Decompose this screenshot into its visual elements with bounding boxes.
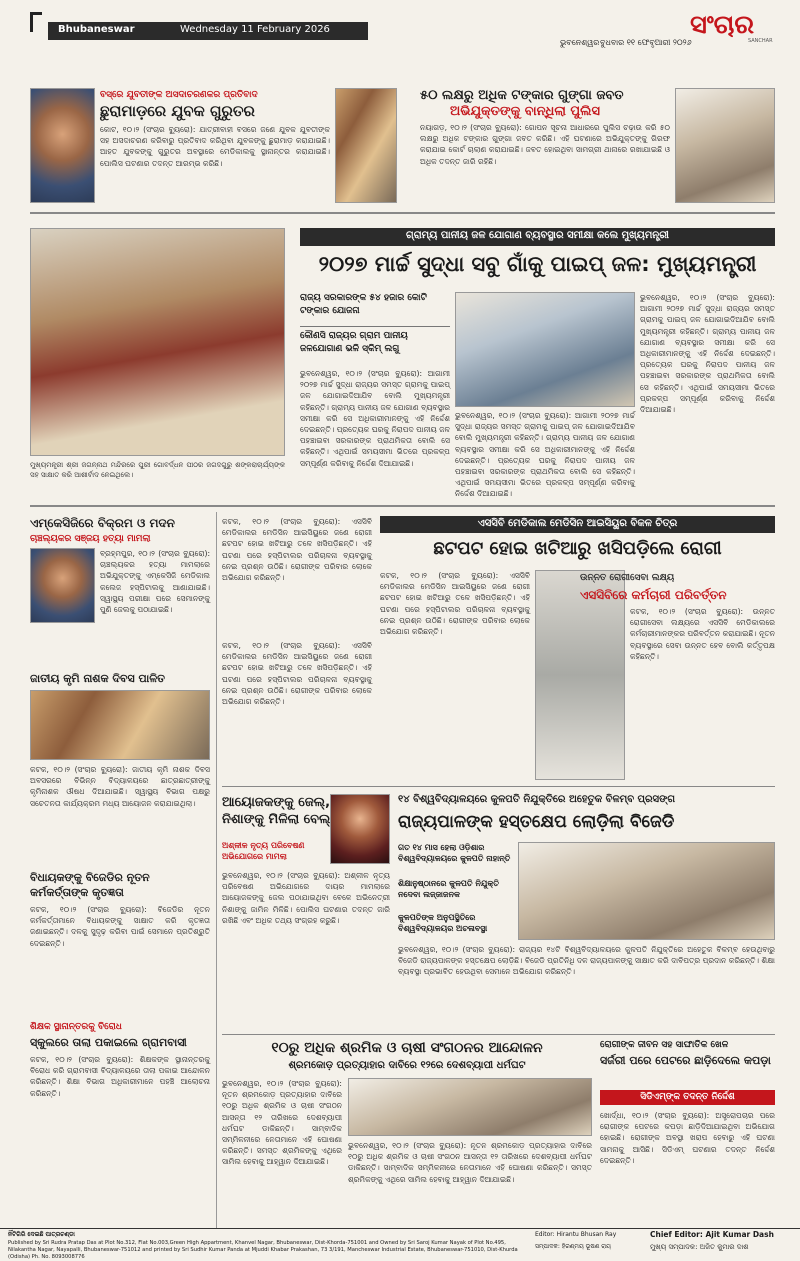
cm-kicker: ଗ୍ରାମ୍ୟ ପାନୀୟ ଜଳ ଯୋଗାଣ ବ୍ୟବସ୍ଥାର ସମୀକ୍ଷା କଲେ ମୁଖ୍ୟମନ୍ତ୍ରୀ — [406, 230, 669, 241]
left-col-rule — [216, 512, 217, 1228]
gov-body: ଭୁବନେଶ୍ୱର, ୧୦।୨ (ସଂଚାର ବ୍ୟୁରୋ): ରାଜ୍ୟର ୧୪ଟି ବିଶ୍ୱବିଦ୍ୟାଳୟରେ କୁଳପତି ନିଯୁକ୍ତିରେ ଅହେତୁକ ବିଳମ୍ବ ହେଉଥିବାରୁ ବିଜେଡି ରାଜ୍ୟପାଳଙ୍କ ହସ୍ତକ୍ଷେପ ଲୋଡ଼ିଛି। ବିଜେଡି ପ୍ରତିନିଧି ଦଳ ରାଜ୍ୟପାଳଙ୍କୁ ସାକ୍ଷାତ କରି ଦାବିପତ୍ର ପ୍ରଦାନ କରିଛନ୍ତି। ଶିକ୍ଷା ବ୍ୟବସ୍ଥା ପ୍ରଭାବିତ ହେଉଥିବା ସେମାନେ ଅଭିଯୋଗ କରିଛନ୍ତି। — [398, 945, 775, 977]
mla-body: ବ୍ରହ୍ମପୁର, ୧୦।୨ (ସଂଚାର ବ୍ୟୁରୋ): ଚାଞ୍ଚଲ୍ୟକର ହତ୍ୟା ମାମଲାରେ ଅଭିଯୁକ୍ତଙ୍କୁ ଏମ୍‌କେସିଜି ମେଡିକାଲ କଲେଜ ହସ୍ପିଟାଲକୁ ଆଣାଯାଇଛି। ସ୍ୱାସ୍ଥ୍ୟ ପରୀକ୍ଷା ପରେ ସେମାନଙ୍କୁ ପୁଣି ଜେଲକୁ ପଠାଯାଇଛି। — [100, 549, 210, 615]
scb-sub-kicker: ଉନ୍ନତ ରୋଗୀସେବା ଲକ୍ଷ୍ୟ — [580, 573, 675, 583]
mla-headline: ଏମ୍‌କେସିଜିରେ ବିକ୍ରମ ଓ ମଦନ — [30, 516, 175, 530]
photo-cm-temple — [30, 228, 285, 456]
cm-photo-caption: ମୁଖ୍ୟମନ୍ତ୍ରୀ ଶ୍ରୀ ଜଗନ୍ନାଥ ମନ୍ଦିରରେ ପୁରୀ ଗୋବର୍ଦ୍ଧନ ପୀଠର ଜଗଦଗୁରୁ ଶଙ୍କରାଚାର୍ଯ୍ୟଙ୍କ ସହ ସାକ୍ଷାତ କରି ଆଶୀର୍ବାଦ ନେଇଥିଲେ। — [30, 461, 285, 479]
mla-kicker: ଚାଞ୍ଚଲ୍ୟକର ସଞ୍ଜୟ ହତ୍ୟା ମାମଲା — [30, 534, 151, 544]
story-ganja-headline1: ୫୦ ଲକ୍ଷରୁ ଅଧିକ ଟଙ୍କାର ଗୁଙ୍ଗା ଜବତ — [420, 88, 624, 103]
bail-kicker: ଅଶ୍ଳୀଳ ନୃତ୍ୟ ପରିବେଷଣ ଅଭିଯୋଗରେ ମାମଲା — [222, 841, 305, 861]
scb-body-col2: କଟକ, ୧୦।୨ (ସଂଚାର ବ୍ୟୁରୋ): ଏସସିବି ମେଡିକାଲର ମେଡିସିନ ଆଇସିୟୁରେ ଜଣେ ରୋଗୀ ଛଟପଟ ହୋଇ ଖଟିଆରୁ ତଳେ ଖସିପଡ଼ିଛନ୍ତି। ଏହି ଘଟଣା ପରେ ହସ୍ପିଟାଲର ପରିଚାଳନା ବ୍ୟବସ୍ଥାକୁ ନେଇ ପ୍ରଶ୍ନ ଉଠିଛି। ରୋଗୀଙ୍କ ପରିବାର ଲୋକେ ଅଭିଯୋଗ କରିଛନ୍ତି। — [380, 571, 530, 637]
labour-kicker: ଶ୍ରମକୋଡ଼ ପ୍ରତ୍ୟାହାର ଦାବିରେ ୧୨ରେ ଦେଶବ୍ୟାପୀ ଧର୍ମଘଟ — [288, 1060, 526, 1071]
divider-mid — [30, 505, 775, 507]
photo-actress — [330, 794, 390, 864]
footer-chief-editor: Chief Editor: Ajit Kumar Dash — [650, 1230, 774, 1239]
worm-headline: ଜାତୀୟ କୃମି ନାଶକ ଦିବସ ପାଳିତ — [30, 672, 166, 685]
scb-kicker: ଏସସିବି ମେଡିକାଲ ମେଡିସିନ ଆଇସିୟୁର ବିକଳ ଚିତ୍ର — [477, 518, 678, 529]
cm-headline: ୨୦୨୭ ମାର୍ଚ୍ଚ ସୁଦ୍ଧା ସବୁ ଗାଁକୁ ପାଇପ୍ ଜଳ: ମୁଖ୍ୟମନ୍ତ୍ରୀ — [318, 252, 757, 276]
gov-bullet-3: କୁଳପତିଙ୍କ ଅନୁପସ୍ଥିତିରେ ବିଶ୍ୱବିଦ୍ୟାଳୟର ଅଚଳାବସ୍ଥା — [398, 913, 488, 933]
scb-body-col1: କଟକ, ୧୦।୨ (ସଂଚାର ବ୍ୟୁରୋ): ଏସସିବି ମେଡିକାଲର ମେଡିସିନ ଆଇସିୟୁରେ ଜଣେ ରୋଗୀ ଛଟପଟ ହୋଇ ଖଟିଆରୁ ତଳେ ଖସିପଡ଼ିଛନ୍ତି। ଏହି ଘଟଣା ପରେ ହସ୍ପିଟାଲର ପରିଚାଳନା ବ୍ୟବସ୍ଥାକୁ ନେଇ ପ୍ରଶ୍ନ ଉଠିଛି। ରୋଗୀଙ୍କ ପରିବାର ଲୋକେ ଅଭିଯୋଗ କରିଛନ୍ତି। — [222, 517, 372, 583]
scb-headline: ଛଟପଟ ହୋଇ ଖଟିଆରୁ ଖସିପଡ଼ିଲେ ରୋଗୀ — [433, 538, 722, 559]
bail-headline: ଆୟୋଜକଙ୍କୁ ଜେଲ୍, ନିଶାଙ୍କୁ ମିଳିଲା ବେଲ୍ — [222, 795, 331, 827]
footer-rule — [0, 1228, 800, 1229]
gov-bullet-1: ଗତ ୧୪ ମାସ ହେଲା ଓଡ଼ିଶାର ବିଶ୍ୱବିଦ୍ୟାଳୟରେ କୁଳପତି ନାହାନ୍ତି — [398, 843, 511, 863]
masthead-logo: ସଂଚାର — [690, 10, 755, 40]
story-youth-body: କୋଟ, ୧୦।୨ (ସଂଚାର ବ୍ୟୁରୋ): ଯାତ୍ରୀବାହୀ ବସରେ ଜଣେ ଯୁବକ ଯୁବତୀଙ୍କ ସହ ଅସଦାଚରଣ କରିବାରୁ ପ୍ରତିବାଦ କରିଥିବା ଯୁବକଙ୍କୁ ଛୁରାମାଡ଼ କରାଯାଇଛି। ଆହତ ଯୁବକଙ୍କୁ ଗୁରୁତର ଅବସ୍ଥାରେ ମେଡିକାଲକୁ ସ୍ଥାନାନ୍ତର କରାଯାଇଛି। ପୋଲିସ ଘଟଣାର ତଦନ୍ତ ଆରମ୍ଭ କରିଛି। — [100, 125, 330, 168]
divider-bottom — [222, 1034, 775, 1035]
masthead-sub: SANCHAR — [748, 38, 773, 44]
story-youth-kicker: ବସ୍‌ରେ ଯୁବତୀଙ୍କ ଅସଦାଚରଣକର ପ୍ରତିବାଦ — [100, 90, 258, 100]
photo-cm-meeting — [455, 292, 635, 407]
gov-headline: ରାଜ୍ୟପାଳଙ୍କ ହସ୍ତକ୍ଷେପ ଲୋଡ଼ିଲା ବିଜେଡି — [398, 812, 675, 832]
footer-chief-editor-or: ମୁଖ୍ୟ ସମ୍ପାଦକ: ଅଜିତ କୁମାର ଦାଶ — [650, 1243, 749, 1251]
divider-lower — [222, 786, 775, 787]
school-kicker: ଶିକ୍ଷକ ସ୍ଥାନାନ୍ତରକୁ ବିରୋଧ — [30, 1022, 122, 1032]
cm-sub1: ରାଜ୍ୟ ସରକାରଙ୍କ ୫୪ ହଜାର କୋଟି ଟଙ୍କାର ଯୋଜନା — [300, 293, 427, 316]
labour-headline: ୧୦ରୁ ଅଧିକ ଶ୍ରମିକ ଓ ଚାଷୀ ସଂଗଠନର ଆନ୍ଦୋଳନ — [271, 1040, 543, 1056]
surgery-sub-kicker: ସିଡିଏମ୍‌ଙ୍କ ତଦନ୍ତ ନିର୍ଦ୍ଦେଶ — [640, 1092, 735, 1102]
cm-sub2: କୌଣସି ରାଜ୍ୟର ଗ୍ରାମ ପାନୀୟ ଜଳଯୋଗାଣ ଭଳି ସ୍କିମ୍ ଲଗୁ — [300, 326, 450, 356]
photo-injured-youth — [30, 88, 95, 203]
story-ganja-headline2: ଅଭିଯୁକ୍ତଙ୍କୁ ବାନ୍ଧିଲା ପୁଲିସ — [450, 104, 600, 119]
story-youth — [30, 58, 400, 208]
cm-body-col2: ଭୁବନେଶ୍ୱର, ୧୦।୨ (ସଂଚାର ବ୍ୟୁରୋ): ଆଗାମୀ ୨୦୨୭ ମାର୍ଚ୍ଚ ସୁଦ୍ଧା ରାଜ୍ୟର ସମସ୍ତ ଗ୍ରାମକୁ ପାଇପ୍ ଜଳ ଯୋଗାଇଦିଆଯିବ ବୋଲି ମୁଖ୍ୟମନ୍ତ୍ରୀ କହିଛନ୍ତି। ଗ୍ରାମ୍ୟ ପାନୀୟ ଜଳ ଯୋଗାଣ ବ୍ୟବସ୍ଥାର ସମୀକ୍ଷା କରି ସେ ଅଧିକାରୀମାନଙ୍କୁ ଏହି ନିର୍ଦ୍ଦେଶ ଦେଇଛନ୍ତି। ପ୍ରତ୍ୟେକ ଘରକୁ ନିରାପଦ ପାନୀୟ ଜଳ ପହଞ୍ଚାଇବା ସରକାରଙ୍କ ପ୍ରାଥମିକତା ବୋଲି ସେ କହିଛନ୍ତି। ଏଥିପାଇଁ ସମୟସୀମା ଭିତରେ ପ୍ରକଳ୍ପ ସମ୍ପୂର୍ଣ୍ଣ କରିବାକୁ ନିର୍ଦ୍ଦେଶ ଦିଆଯାଇଛି। — [455, 411, 635, 499]
footer-editor-or: ସମ୍ପାଦକ: ହିରଣ୍ମୟ ଭୂଷଣ ରାୟ — [535, 1243, 611, 1250]
labour-body-col2: ଭୁବନେଶ୍ୱର, ୧୦।୨ (ସଂଚାର ବ୍ୟୁରୋ): ନୂତନ ଶ୍ରମକୋଡ଼ ପ୍ରତ୍ୟାହାର ଦାବିରେ ୧୦ରୁ ଅଧିକ ଶ୍ରମିକ ଓ ଚାଷୀ ସଂଗଠନ ଆସନ୍ତା ୧୨ ତାରିଖରେ ଦେଶବ୍ୟାପୀ ଧର୍ମଘଟ ଡାକିଛନ୍ତି। ସାମ୍ବାଦିକ ସମ୍ମିଳନୀରେ ନେତାମାନେ ଏହି ଘୋଷଣା କରିଛନ୍ତି। ସମସ୍ତ ଶ୍ରମିକଙ୍କୁ ଏଥିରେ ସାମିଲ ହେବାକୁ ଆହ୍ୱାନ ଦିଆଯାଇଛି। — [348, 1141, 592, 1184]
header-city-en: Bhubaneswar — [58, 24, 135, 35]
story-youth-headline: ଛୁରାମାଡ଼ରେ ଯୁବକ ଗୁରୁତର — [100, 102, 255, 120]
header-date-en: Wednesday 11 February 2026 — [180, 24, 330, 35]
worm-body: କଟକ, ୧୦।୨ (ସଂଚାର ବ୍ୟୁରୋ): ଜାତୀୟ କୃମି ନାଶକ ଦିବସ ଅବସରରେ ବିଭିନ୍ନ ବିଦ୍ୟାଳୟରେ ଛାତ୍ରଛାତ୍ରୀଙ୍କୁ କୃମିନାଶକ ଔଷଧ ଦିଆଯାଇଛି। ସ୍ୱାସ୍ଥ୍ୟ ବିଭାଗ ପକ୍ଷରୁ ସଚେତନତା କାର୍ଯ୍ୟକ୍ରମ ମଧ୍ୟ ଆୟୋଜନ କରାଯାଇଥିଲା। — [30, 765, 210, 808]
footer-imprint: Published by Sri Rudra Pratap Das at Plot No.312, Flat No.003,Green High Appartment, Khanvel Nagar, Bhubaneswar, Dist-Khorda-751001 and Owned by Sri Saroj Kumar Nayak of Plot No.495, Nilakantha Nagar, Nayapalli, Bhubaneswar-751012 and printed by Sri Sudhir Kumar Panda at Mjuddi Khabar Prakashan, 73 3/191, Mancheswar Industrial Estate, Bhubaneswar-751010, Dist-Khurda (Odisha) Ph. No. 8093008776 — [8, 1240, 518, 1260]
surgery-kicker: ରୋଗୀଙ୍କ ଜୀବନ ସହ ସାଙ୍ଘାତିକ ଖେଳ — [600, 1040, 729, 1050]
scb-sub-headline: ଏସସିବିରେ କର୍ମଚାରୀ ପରିବର୍ତ୍ତନ — [580, 588, 727, 602]
bail-body: ଭୁବନେଶ୍ୱର, ୧୦।୨ (ସଂଚାର ବ୍ୟୁରୋ): ଅଶ୍ଳୀଳ ନୃତ୍ୟ ପରିବେଷଣ ଅଭିଯୋଗରେ ଦାୟର ମାମଲାରେ ଆୟୋଜକଙ୍କୁ ଜେଲ ପଠାଯାଇଥିବା ବେଳେ ଅଭିନେତ୍ରୀ ନିଶାଙ୍କୁ ଜାମିନ ମିଳିଛି। ପୋଲିସ ଘଟଣାର ତଦନ୍ତ ଜାରି ରଖିଛି ଏବଂ ଅଧିକ ତଥ୍ୟ ସଂଗ୍ରହ କରୁଛି। — [222, 871, 390, 925]
photo-worm-day — [30, 690, 210, 760]
surgery-headline: ସର୍ଜରୀ ପରେ ପେଟରେ ଛାଡ଼ିଦେଲେ କପଡ଼ା — [600, 1054, 771, 1067]
story-ganja — [410, 58, 775, 208]
story-ganja-body: ନୟାଗଡ଼, ୧୦।୨ (ସଂଚାର ବ୍ୟୁରୋ): ଗୋପନ ସୂଚନା ଆଧାରରେ ପୁଲିସ ଚଢ଼ାଉ କରି ୫୦ ଲକ୍ଷରୁ ଅଧିକ ଟଙ୍କାର ଗୁଙ୍ଗା ଜବତ କରିଛି। ଏହି ଘଟଣାରେ ଅଭିଯୁକ୍ତଙ୍କୁ ଗିରଫ କରାଯାଇ କୋର୍ଟ ଚାଲାଣ କରାଯାଇଛି। ଜବତ ହୋଇଥିବା ସାମଗ୍ରୀ ଥାନାରେ ରଖାଯାଇଛି ଓ ଅଧିକ ତଦନ୍ତ ଜାରି ରହିଛି। — [420, 123, 670, 166]
gov-kicker: ୧୪ ବିଶ୍ୱବିଦ୍ୟାଳୟରେ କୁଳପତି ନିଯୁକ୍ତିରେ ଅହେତୁକ ବିଳମ୍ବ ପ୍ରସଙ୍ଗ — [398, 794, 676, 805]
cm-body-col3: ଭୁବନେଶ୍ୱର, ୧୦।୨ (ସଂଚାର ବ୍ୟୁରୋ): ଆଗାମୀ ୨୦୨୭ ମାର୍ଚ୍ଚ ସୁଦ୍ଧା ରାଜ୍ୟର ସମସ୍ତ ଗ୍ରାମକୁ ପାଇପ୍ ଜଳ ଯୋଗାଇଦିଆଯିବ ବୋଲି ମୁଖ୍ୟମନ୍ତ୍ରୀ କହିଛନ୍ତି। ଗ୍ରାମ୍ୟ ପାନୀୟ ଜଳ ଯୋଗାଣ ବ୍ୟବସ୍ଥାର ସମୀକ୍ଷା କରି ସେ ଅଧିକାରୀମାନଙ୍କୁ ଏହି ନିର୍ଦ୍ଦେଶ ଦେଇଛନ୍ତି। ପ୍ରତ୍ୟେକ ଘରକୁ ନିରାପଦ ପାନୀୟ ଜଳ ପହଞ୍ଚାଇବା ସରକାରଙ୍କ ପ୍ରାଥମିକତା ବୋଲି ସେ କହିଛନ୍ତି। ଏଥିପାଇଁ ସମୟସୀମା ଭିତରେ ପ୍ରକଳ୍ପ ସମ୍ପୂର୍ଣ୍ଣ କରିବାକୁ ନିର୍ଦ୍ଦେଶ ଦିଆଯାଇଛି। — [640, 293, 775, 415]
footer-editor: Editor: Hirantu Bhusan Ray — [535, 1231, 617, 1238]
scb-sub-body: କଟକ, ୧୦।୨ (ସଂଚାର ବ୍ୟୁରୋ): ଉନ୍ନତ ରୋଗୀସେବା ଲକ୍ଷ୍ୟରେ ଏସସିବି ମେଡିକାଲରେ କର୍ମଚାରୀମାନଙ୍କର ପରିବର୍ତ୍ତନ କରାଯାଇଛି। ନୂତନ ବ୍ୟବସ୍ଥାରେ ସେବା ଉନ୍ନତ ହେବ ବୋଲି କର୍ତ୍ତୃପକ୍ଷ କହିଛନ୍ତି। — [630, 607, 775, 661]
footer-left-or: ନିଁଟିଗିରି ଦେଇଛି ପାତ୍ରଚଣ୍ଡା — [8, 1231, 75, 1238]
school-headline: ସ୍କୁଲରେ ତାଲା ପକାଇଲେ ଗ୍ରାମବାସୀ — [30, 1036, 187, 1049]
photo-seized-goods — [675, 88, 775, 203]
header-city-or: ଭୁବନେଶ୍ୱର — [560, 38, 600, 47]
bjd-body: କଟକ, ୧୦।୨ (ସଂଚାର ବ୍ୟୁରୋ): ବିଜେଡିର ନୂତନ କର୍ମକର୍ତ୍ତାମାନେ ବିଧାୟକଙ୍କୁ ସାକ୍ଷାତ କରି କୃତଜ୍ଞତା ଜଣାଇଛନ୍ତି। ଦଳକୁ ସୁଦୃଢ଼ କରିବା ପାଇଁ ସେମାନେ ପ୍ରତିଶ୍ରୁତି ଦେଇଛନ୍ତି। — [30, 905, 210, 948]
labour-body-col1: ଭୁବନେଶ୍ୱର, ୧୦।୨ (ସଂଚାର ବ୍ୟୁରୋ): ନୂତନ ଶ୍ରମକୋଡ଼ ପ୍ରତ୍ୟାହାର ଦାବିରେ ୧୦ରୁ ଅଧିକ ଶ୍ରମିକ ଓ ଚାଷୀ ସଂଗଠନ ଆସନ୍ତା ୧୨ ତାରିଖରେ ଦେଶବ୍ୟାପୀ ଧର୍ମଘଟ ଡାକିଛନ୍ତି। ସାମ୍ବାଦିକ ସମ୍ମିଳନୀରେ ନେତାମାନେ ଏହି ଘୋଷଣା କରିଛନ୍ତି। ସମସ୍ତ ଶ୍ରମିକଙ୍କୁ ଏଥିରେ ସାମିଲ ହେବାକୁ ଆହ୍ୱାନ ଦିଆଯାଇଛି। — [222, 1079, 342, 1167]
surgery-body: ଖୋର୍ଦ୍ଧା, ୧୦।୨ (ସଂଚାର ବ୍ୟୁରୋ): ଅସ୍ତ୍ରୋପଚାର ପରେ ରୋଗୀଙ୍କ ପେଟରେ କପଡ଼ା ଛାଡ଼ିଦିଆଯାଇଥିବା ଅଭିଯୋଗ ହୋଇଛି। ରୋଗୀଙ୍କ ଅବସ୍ଥା ଖରାପ ହେବାରୁ ଏହି ଘଟଣା ସାମନାକୁ ଆସିଛି। ସିଡିଏମ୍ ଘଟଣାର ତଦନ୍ତ ନିର୍ଦ୍ଦେଶ ଦେଇଛନ୍ତି। — [600, 1111, 775, 1165]
bjd-headline: ବିଧାୟକଙ୍କୁ ବିଜେଡିର ନୂତନ କର୍ମକର୍ତ୍ତାଙ୍କ କୃତଜ୍ଞତା — [30, 871, 150, 899]
page-header — [0, 0, 800, 48]
header-date-or: ବୁଧବାର ୧୧ ଫେବୃଆରୀ ୨୦୨୬ — [600, 38, 692, 47]
school-body: କଟକ, ୧୦।୨ (ସଂଚାର ବ୍ୟୁରୋ): ଶିକ୍ଷକଙ୍କ ସ୍ଥାନାନ୍ତରକୁ ବିରୋଧ କରି ଗ୍ରାମବାସୀ ବିଦ୍ୟାଳୟରେ ତାଲା ପକାଇ ଆନ୍ଦୋଳନ କରିଛନ୍ତି। ଶିକ୍ଷା ବିଭାଗ ଅଧିକାରୀମାନେ ପହଞ୍ଚି ଆଲୋଚନା କରିଛନ୍ତି। — [30, 1055, 210, 1098]
gov-bullet-2: ଶିକ୍ଷାନୁଷ୍ଠାନରେ କୁଳପତି ନିଯୁକ୍ତି ନଦେବା ଲଜ୍ଜାଜନକ — [398, 879, 499, 899]
scb-body-col1b: କଟକ, ୧୦।୨ (ସଂଚାର ବ୍ୟୁରୋ): ଏସସିବି ମେଡିକାଲର ମେଡିସିନ ଆଇସିୟୁରେ ଜଣେ ରୋଗୀ ଛଟପଟ ହୋଇ ଖଟିଆରୁ ତଳେ ଖସିପଡ଼ିଛନ୍ତି। ଏହି ଘଟଣା ପରେ ହସ୍ପିଟାଲର ପରିଚାଳନା ବ୍ୟବସ୍ଥାକୁ ନେଇ ପ୍ରଶ୍ନ ଉଠିଛି। ରୋଗୀଙ୍କ ପରିବାର ଲୋକେ ଅଭିଯୋଗ କରିଛନ୍ତି। — [222, 641, 372, 707]
photo-mla — [30, 548, 95, 623]
divider-top — [30, 212, 775, 214]
corner-mark-icon — [30, 12, 42, 32]
photo-bus-scene — [335, 88, 397, 203]
cm-body-col1: ଭୁବନେଶ୍ୱର, ୧୦।୨ (ସଂଚାର ବ୍ୟୁରୋ): ଆଗାମୀ ୨୦୨୭ ମାର୍ଚ୍ଚ ସୁଦ୍ଧା ରାଜ୍ୟର ସମସ୍ତ ଗ୍ରାମକୁ ପାଇପ୍ ଜଳ ଯୋଗାଇଦିଆଯିବ ବୋଲି ମୁଖ୍ୟମନ୍ତ୍ରୀ କହିଛନ୍ତି। ଗ୍ରାମ୍ୟ ପାନୀୟ ଜଳ ଯୋଗାଣ ବ୍ୟବସ୍ଥାର ସମୀକ୍ଷା କରି ସେ ଅଧିକାରୀମାନଙ୍କୁ ଏହି ନିର୍ଦ୍ଦେଶ ଦେଇଛନ୍ତି। ପ୍ରତ୍ୟେକ ଘରକୁ ନିରାପଦ ପାନୀୟ ଜଳ ପହଞ୍ଚାଇବା ସରକାରଙ୍କ ପ୍ରାଥମିକତା ବୋଲି ସେ କହିଛନ୍ତି। ଏଥିପାଇଁ ସମୟସୀମା ଭିତରେ ପ୍ରକଳ୍ପ ସମ୍ପୂର୍ଣ୍ଣ କରିବାକୁ ନିର୍ଦ୍ଦେଶ ଦିଆଯାଇଛି। — [300, 369, 451, 468]
photo-labour-presser — [348, 1078, 592, 1136]
photo-governor-meeting — [518, 842, 775, 940]
